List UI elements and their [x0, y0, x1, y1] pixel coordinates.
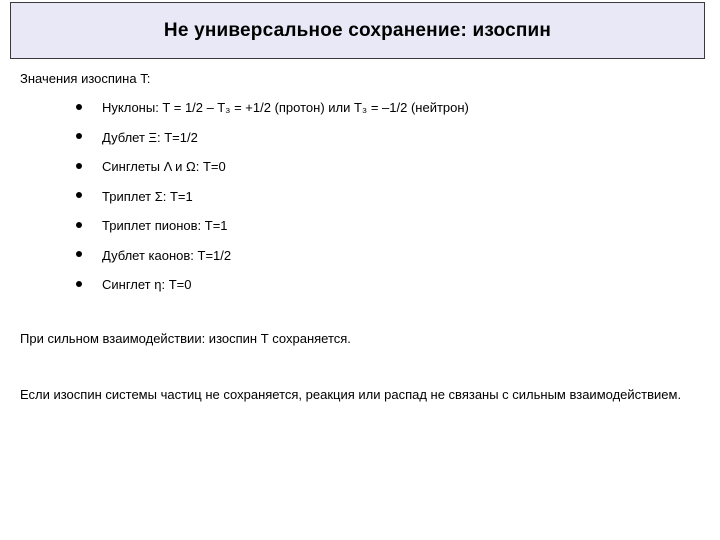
list-item	[76, 123, 469, 153]
list-item-text: Триплет пионов: T=1	[102, 218, 228, 234]
list-item	[76, 211, 469, 241]
list-item	[76, 182, 469, 212]
list-item-text: Синглеты Λ и Ω: T=0	[102, 159, 226, 175]
isospin-values-heading: Значения изоспина T:	[20, 71, 151, 86]
bullet-icon	[76, 251, 82, 257]
list-item-text: Триплет Σ: T=1	[102, 188, 193, 204]
list-item	[76, 241, 469, 271]
list-item	[76, 270, 469, 300]
bullet-icon	[76, 163, 82, 169]
bullet-icon	[76, 192, 82, 198]
strong-interaction-statement: При сильном взаимодействии: изоспин Т сохраняется.	[20, 331, 351, 346]
isospin-list	[76, 93, 469, 300]
bullet-icon	[76, 281, 82, 287]
list-item	[76, 152, 469, 182]
nonconservation-statement: Если изоспин системы частиц не сохраняется, реакция или распад не связаны с сильным взаимодействием.	[20, 387, 682, 402]
bullet-icon	[76, 133, 82, 139]
list-item-text: Нуклоны: T = 1/2 – T₃ = +1/2 (протон) или T₃ = –1/2 (нейтрон)	[102, 100, 469, 116]
bullet-icon	[76, 222, 82, 228]
list-item	[76, 93, 469, 123]
bullet-icon	[76, 104, 82, 110]
slide-title-box	[10, 2, 705, 59]
list-item-text: Дублет каонов: T=1/2	[102, 247, 232, 263]
list-item-text: Синглет η: T=0	[102, 277, 192, 293]
slide-title: Не универсальное сохранение: изоспин	[163, 19, 552, 41]
list-item-text: Дублет Ξ: T=1/2	[102, 129, 198, 145]
